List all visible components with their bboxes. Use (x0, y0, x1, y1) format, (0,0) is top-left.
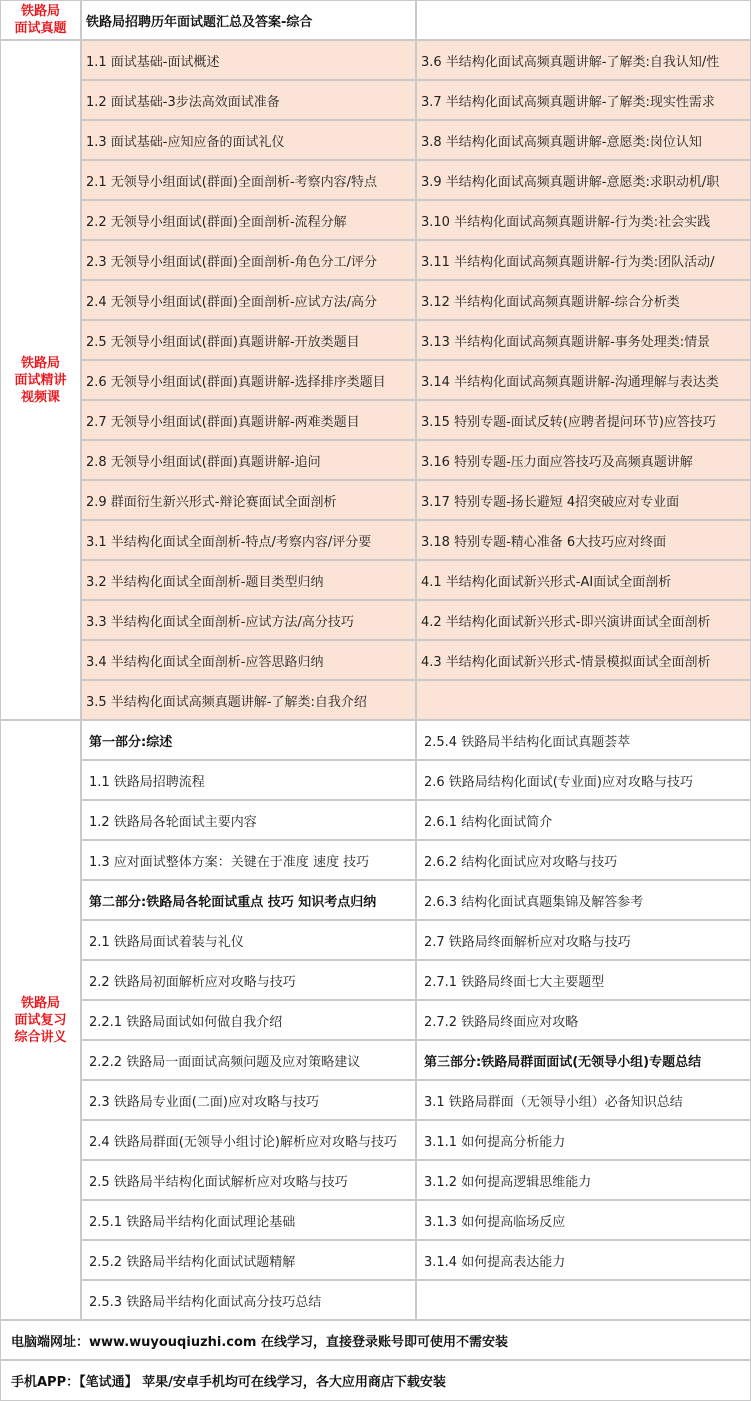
video-lesson-item: 1.3 面试基础-应知应备的面试礼仪 (81, 120, 416, 160)
video-lesson-item: 2.3 无领导小组面试(群面)全面剖析-角色分工/评分 (81, 240, 416, 280)
video-lesson-item: 2.2 无领导小组面试(群面)全面剖析-流程分解 (81, 200, 416, 240)
doc-chapter-item: 第二部分:铁路局各轮面试重点 技巧 知识考点归纳 (81, 880, 416, 920)
doc-chapter-item: 3.1.3 如何提高临场反应 (416, 1200, 751, 1240)
video-lesson-item: 3.8 半结构化面试高频真题讲解-意愿类:岗位认知 (416, 120, 751, 160)
video-lesson-item: 3.18 特别专题-精心准备 6大技巧应对终面 (416, 520, 751, 560)
doc-chapter-item: 2.6 铁路局结构化面试(专业面)应对攻略与技巧 (416, 760, 751, 800)
video-lesson-item: 3.5 半结构化面试高频真题讲解-了解类:自我介绍 (81, 680, 416, 720)
doc-chapter-item: 2.7.2 铁路局终面应对攻略 (416, 1000, 751, 1040)
header-empty-cell (416, 0, 751, 40)
video-lesson-item: 3.16 特别专题-压力面应答技巧及高频真题讲解 (416, 440, 751, 480)
doc-chapter-item: 2.2.1 铁路局面试如何做自我介绍 (81, 1000, 416, 1040)
top-section-label: 铁路局 面试真题 (0, 0, 81, 40)
video-lesson-item: 3.1 半结构化面试全面剖析-特点/考察内容/评分要 (81, 520, 416, 560)
video-lesson-item: 3.7 半结构化面试高频真题讲解-了解类:现实性需求 (416, 80, 751, 120)
footer-app: 手机APP：【笔试通】 苹果/安卓手机均可在线学习，各大应用商店下载安装 (0, 1360, 751, 1401)
video-lesson-item: 2.7 无领导小组面试(群面)真题讲解-两难类题目 (81, 400, 416, 440)
doc-chapter-item: 2.5.4 铁路局半结构化面试真题荟萃 (416, 720, 751, 760)
video-lesson-item: 4.3 半结构化面试新兴形式-情景模拟面试全面剖析 (416, 640, 751, 680)
video-lesson-item: 3.3 半结构化面试全面剖析-应试方法/高分技巧 (81, 600, 416, 640)
doc-chapter-item: 2.5.2 铁路局半结构化面试试题精解 (81, 1240, 416, 1280)
doc-chapter-item: 1.2 铁路局各轮面试主要内容 (81, 800, 416, 840)
video-lesson-item: 3.12 半结构化面试高频真题讲解-综合分析类 (416, 280, 751, 320)
doc-chapter-item: 2.6.1 结构化面试简介 (416, 800, 751, 840)
doc-chapter-item: 2.5.1 铁路局半结构化面试理论基础 (81, 1200, 416, 1240)
doc-chapter-item: 2.6.2 结构化面试应对攻略与技巧 (416, 840, 751, 880)
doc-chapter-item: 2.7 铁路局终面解析应对攻略与技巧 (416, 920, 751, 960)
doc-chapter-item: 2.1 铁路局面试着装与礼仪 (81, 920, 416, 960)
doc-chapter-item: 2.6.3 结构化面试真题集锦及解答参考 (416, 880, 751, 920)
doc-chapter-item: 2.3 铁路局专业面(二面)应对攻略与技巧 (81, 1080, 416, 1120)
doc-chapter-item: 3.1.2 如何提高逻辑思维能力 (416, 1160, 751, 1200)
video-lesson-item: 2.6 无领导小组面试(群面)真题讲解-选择排序类题目 (81, 360, 416, 400)
video-lesson-empty-cell (416, 680, 751, 720)
video-lesson-item: 4.2 半结构化面试新兴形式-即兴演讲面试全面剖析 (416, 600, 751, 640)
video-lesson-item: 3.11 半结构化面试高频真题讲解-行为类:团队活动/ (416, 240, 751, 280)
video-lesson-item: 3.15 特别专题-面试反转(应聘者提问环节)应答技巧 (416, 400, 751, 440)
doc-chapter-item: 第一部分:综述 (81, 720, 416, 760)
video-lesson-item: 2.8 无领导小组面试(群面)真题讲解-追问 (81, 440, 416, 480)
doc-chapter-item: 2.7.1 铁路局终面七大主要题型 (416, 960, 751, 1000)
video-lesson-item: 3.9 半结构化面试高频真题讲解-意愿类:求职动机/职 (416, 160, 751, 200)
video-lesson-item: 4.1 半结构化面试新兴形式-AI面试全面剖析 (416, 560, 751, 600)
doc-chapter-item: 2.5.3 铁路局半结构化面试高分技巧总结 (81, 1280, 416, 1320)
doc-chapter-empty-cell (416, 1280, 751, 1320)
doc-chapter-item: 3.1.4 如何提高表达能力 (416, 1240, 751, 1280)
video-section-label: 铁路局 面试精讲 视频课 (0, 40, 81, 720)
doc-chapter-item: 3.1.1 如何提高分析能力 (416, 1120, 751, 1160)
video-lesson-item: 1.2 面试基础-3步法高效面试准备 (81, 80, 416, 120)
doc-chapter-item: 第三部分:铁路局群面面试(无领导小组)专题总结 (416, 1040, 751, 1080)
video-lesson-item: 2.9 群面衍生新兴形式-辩论赛面试全面剖析 (81, 480, 416, 520)
doc-chapter-item: 2.2 铁路局初面解析应对攻略与技巧 (81, 960, 416, 1000)
doc-chapter-item: 2.4 铁路局群面(无领导小组讨论)解析应对攻略与技巧 (81, 1120, 416, 1160)
video-lesson-item: 3.17 特别专题-扬长避短 4招突破应对专业面 (416, 480, 751, 520)
video-lesson-item: 2.5 无领导小组面试(群面)真题讲解-开放类题目 (81, 320, 416, 360)
video-lesson-item: 1.1 面试基础-面试概述 (81, 40, 416, 80)
video-lesson-item: 3.14 半结构化面试高频真题讲解-沟通理解与表达类 (416, 360, 751, 400)
video-lesson-item: 3.2 半结构化面试全面剖析-题目类型归纳 (81, 560, 416, 600)
video-lesson-item: 2.4 无领导小组面试(群面)全面剖析-应试方法/高分 (81, 280, 416, 320)
doc-chapter-item: 2.2.2 铁路局一面面试高频问题及应对策略建议 (81, 1040, 416, 1080)
doc-chapter-item: 2.5 铁路局半结构化面试解析应对攻略与技巧 (81, 1160, 416, 1200)
doc-section-label: 铁路局 面试复习 综合讲义 (0, 720, 81, 1320)
doc-chapter-item: 3.1 铁路局群面（无领导小组）必备知识总结 (416, 1080, 751, 1120)
footer-website: 电脑端网址：www.wuyouqiuzhi.com 在线学习，直接登录账号即可使用不需安装 (0, 1320, 751, 1360)
doc-chapter-item: 1.1 铁路局招聘流程 (81, 760, 416, 800)
video-lesson-item: 3.10 半结构化面试高频真题讲解-行为类:社会实践 (416, 200, 751, 240)
video-lesson-item: 3.4 半结构化面试全面剖析-应答思路归纳 (81, 640, 416, 680)
doc-chapter-item: 1.3 应对面试整体方案：关键在于准度 速度 技巧 (81, 840, 416, 880)
header-title: 铁路局招聘历年面试题汇总及答案-综合 (81, 0, 416, 40)
video-lesson-item: 2.1 无领导小组面试(群面)全面剖析-考察内容/特点 (81, 160, 416, 200)
video-lesson-item: 3.6 半结构化面试高频真题讲解-了解类:自我认知/性 (416, 40, 751, 80)
video-lesson-item: 3.13 半结构化面试高频真题讲解-事务处理类:情景 (416, 320, 751, 360)
